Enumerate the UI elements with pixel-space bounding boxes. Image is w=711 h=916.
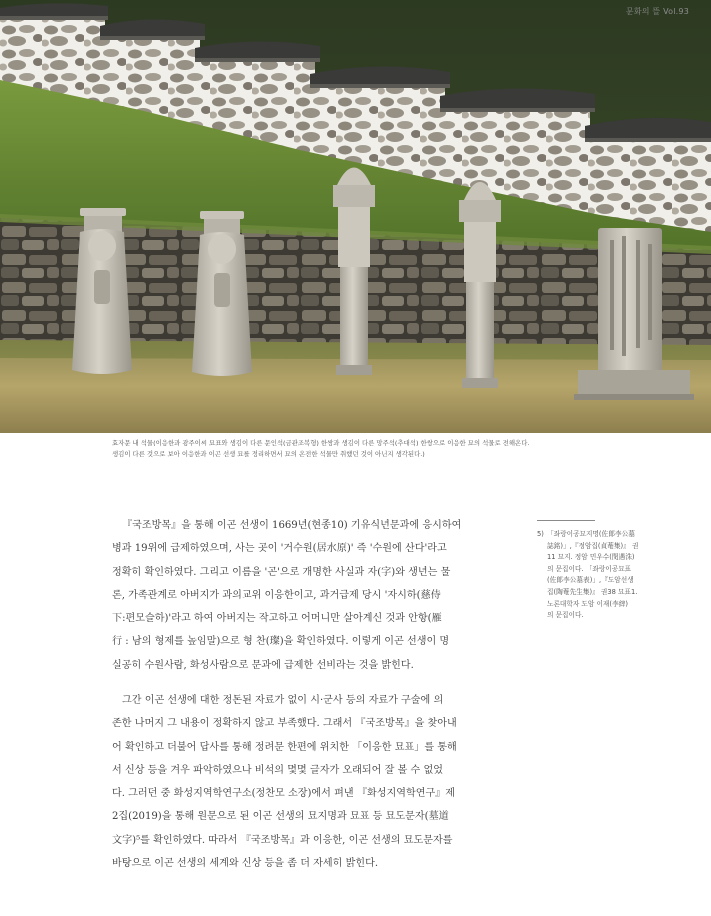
text-line: 실공히 수원사람, 화성사람으로 문과에 급제한 선비라는 것을 밝힌다. <box>112 659 414 671</box>
body-paragraph-2 <box>112 689 478 875</box>
footnote-line: 의 문집이다. <box>547 611 584 620</box>
text-line: 론, 가족관계로 아버지가 과의교위 이응한이고, 과거급제 당시 '자시하(慈侍 <box>112 589 441 601</box>
footnote-text: 「좌랑이공묘지명(佐郞李公墓 <box>547 530 635 538</box>
footnote-number: 5) <box>537 530 544 538</box>
footnote-line: 誌銘)」,『정암집(貞菴集)』 권 <box>547 541 639 550</box>
caption-line: 생김이 다른 것으로 보아 이응한과 이곤 선생 묘를 정리하면서 묘의 온전한 석물만 취했던 것이 아닌지 생각된다.) <box>112 450 425 458</box>
footnote-divider <box>537 520 595 521</box>
body-paragraph-1 <box>112 514 478 677</box>
text-line: 다. 그러던 중 화성지역학연구소(정찬모 소장)에서 펴낸 『화성지역학연구』제 <box>112 788 456 800</box>
magazine-issue-label: 문화의 뜰 Vol.93 <box>625 7 689 16</box>
text-line: 下:편모슬하)'라고 하여 아버지는 작고하고 어머니만 살아계신 것과 안항(雁 <box>112 613 442 625</box>
text-line: 그간 이곤 선생에 대한 정돈된 자료가 없이 시·군사 등의 자료가 구술에 의 <box>122 695 444 706</box>
text-line: 서 신상 등을 겨우 파악하였으나 비석의 몇몇 글자가 오래되어 잘 볼 수 없었 <box>112 764 444 776</box>
text-line: 文字)⁵를 확인하였다. 따라서 『국조방목』과 이응한, 이곤 선생의 묘도문자를 <box>112 834 453 846</box>
text-line: 병과 19위에 급제하였으며, 사는 곳이 '거수원(居水原)' 즉 '수원에 산다'라고 <box>112 543 447 555</box>
text-line: 존한 나머지 그 내용이 정확하지 않고 부족했다. 그래서 『국조방목』을 찾아내 <box>112 718 457 730</box>
text-line: 어 확인하고 더불어 답사를 통해 정려문 한편에 위치한 「이응한 묘표」를 통해 <box>112 741 457 753</box>
footnote-line <box>537 529 697 541</box>
footnote-line: 의 문집이다. 「좌랑이공묘표 <box>547 564 632 573</box>
footnote-line: 집(陶菴先生集)』 권38 묘표1. <box>547 587 638 596</box>
text-line: 行 : 남의 형제를 높임말)으로 형 찬(璨)을 확인하였다. 이렇게 이곤 선생이 명 <box>112 636 450 648</box>
text-line: 정확히 확인하였다. 그리고 이름을 '곤'으로 개명한 사실과 자(字)와 생년는 물 <box>112 566 451 578</box>
footnote-line: (佐郞李公墓表)」,『도암선생 <box>547 576 634 585</box>
footnote <box>537 529 697 622</box>
footnote-line: 노론대학자 도암 이재(李縡) <box>547 599 628 608</box>
photo-caption <box>112 438 632 460</box>
stone-statues-photo <box>0 0 711 433</box>
text-line: 2집(2019)을 통해 원문으로 된 이곤 선생의 묘지명과 묘표 등 묘도문자(墓道 <box>112 811 449 823</box>
text-line: 『국조방목』을 통해 이곤 선생이 1669년(현종10) 기유식년문과에 응시하여 <box>122 520 462 531</box>
footnote-line: 11 묘지. 정암 민우수(閔遇洙) <box>547 553 635 562</box>
text-line: 바탕으로 이곤 선생의 세계와 신상 등을 좀 더 자세히 밝힌다. <box>112 858 379 870</box>
caption-line: 효자문 내 석물(이응한과 광주이씨 묘표와 생김이 다른 문인석(금관조복형) 한쌍과 생김이 다른 망주석(추대석) 한쌍으로 이응한 묘의 석물로 전해온다. <box>112 439 530 447</box>
